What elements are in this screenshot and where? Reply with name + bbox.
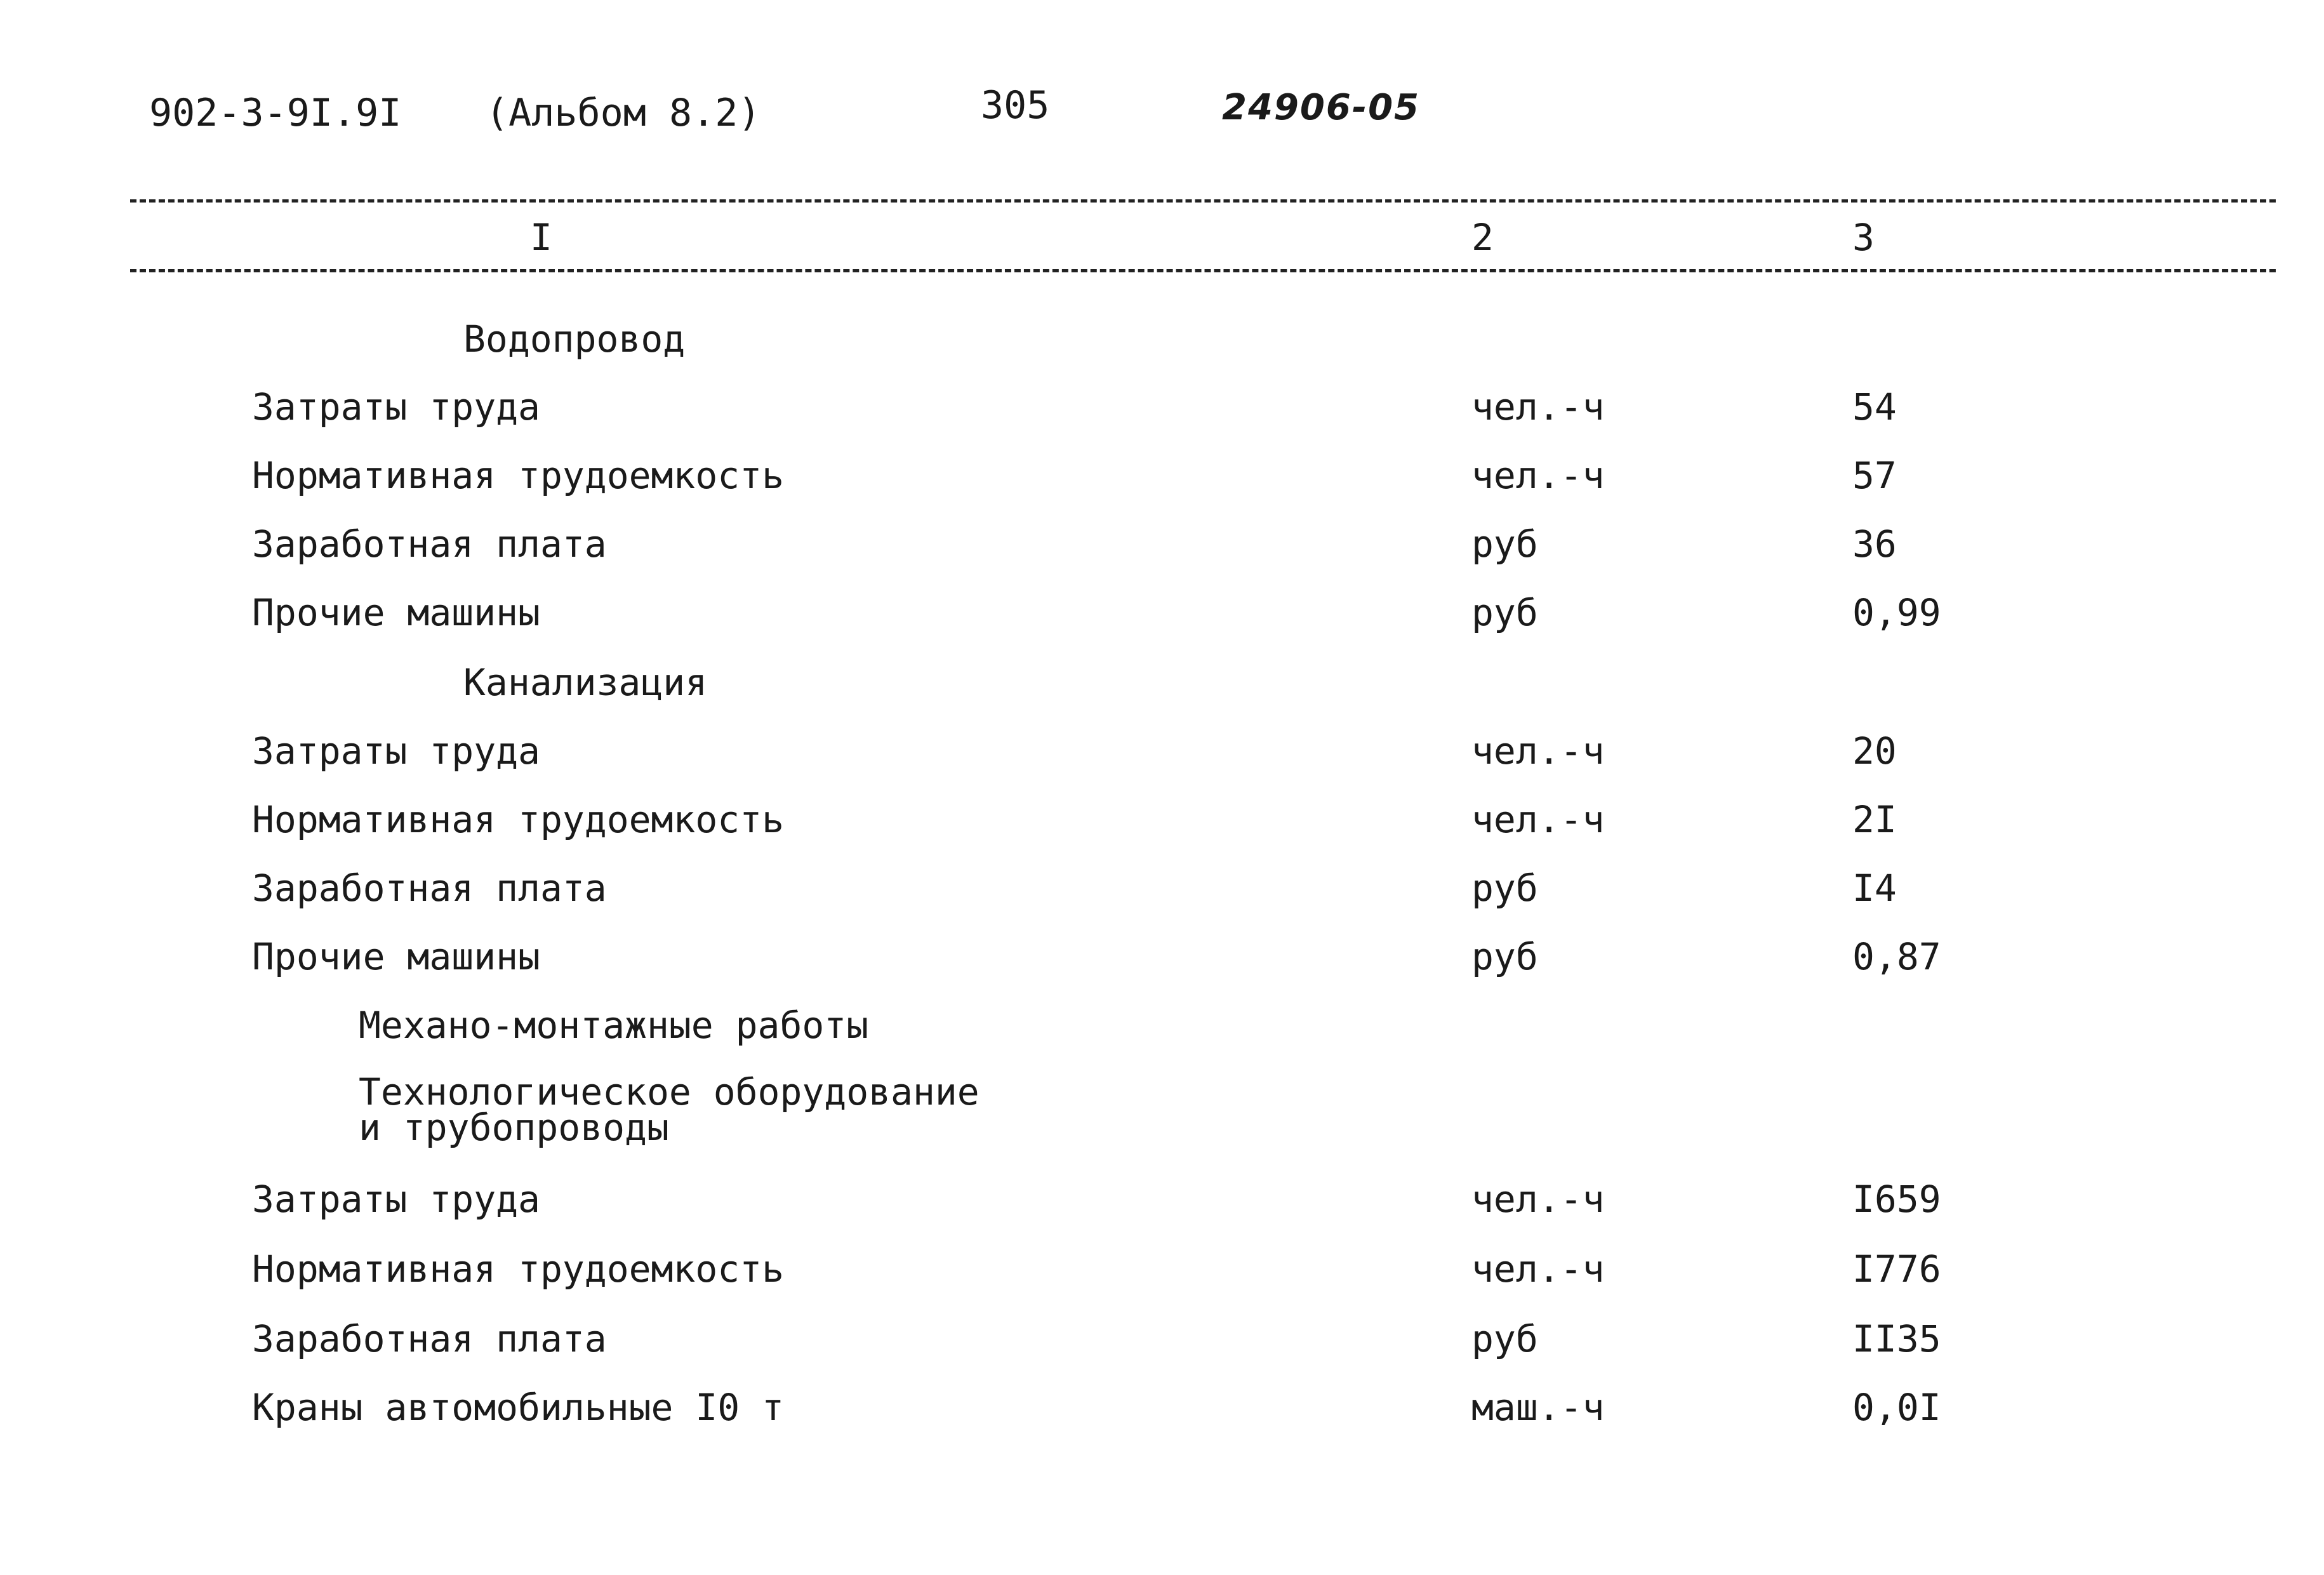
row-label: Заработная плата — [252, 1317, 607, 1360]
row-label: Заработная плата — [252, 522, 607, 566]
row-unit: чел.-ч — [1471, 1247, 1605, 1291]
album-label: (Альбом 8.2) — [486, 91, 761, 135]
section-heading-mechanical: Механо-монтажные работы — [359, 1004, 869, 1047]
row-value: 57 — [1852, 454, 1897, 497]
row-label: Прочие машины — [252, 591, 540, 634]
row-label: Заработная плата — [252, 867, 607, 910]
row-value: 0,0I — [1852, 1386, 1941, 1429]
row-unit: чел.-ч — [1471, 385, 1605, 429]
row-value: 0,87 — [1852, 935, 1941, 978]
row-unit: руб — [1471, 522, 1538, 566]
row-value: 54 — [1852, 385, 1897, 429]
row-unit: маш.-ч — [1471, 1386, 1605, 1429]
row-unit: чел.-ч — [1471, 729, 1605, 773]
row-unit: чел.-ч — [1471, 1178, 1605, 1221]
top-dashed-rule — [130, 199, 2276, 203]
row-label: Нормативная трудоемкость — [252, 454, 785, 497]
row-unit: руб — [1471, 591, 1538, 634]
page-number: 305 — [981, 83, 1050, 128]
row-value: 20 — [1852, 729, 1897, 773]
column-header-1: I — [530, 216, 552, 259]
row-unit: руб — [1471, 867, 1538, 910]
row-unit: чел.-ч — [1471, 798, 1605, 841]
handwritten-note: 24906-05 — [1222, 87, 1420, 128]
row-value: I659 — [1852, 1178, 1941, 1221]
row-label: Затраты труда — [252, 1178, 540, 1221]
row-unit: руб — [1471, 1317, 1538, 1360]
bottom-dashed-rule — [130, 269, 2276, 272]
row-unit: руб — [1471, 935, 1538, 978]
section-heading-water: Водопровод — [463, 317, 686, 361]
row-value: I4 — [1852, 867, 1897, 910]
row-value: 0,99 — [1852, 591, 1941, 634]
document-code: 902-3-9I.9I — [149, 91, 402, 135]
row-label: Нормативная трудоемкость — [252, 798, 785, 841]
row-label: Краны автомобильные I0 т — [252, 1386, 785, 1429]
subsection-heading-equipment: Технологическое оборудование и трубопроводы — [359, 1070, 979, 1149]
row-value: I776 — [1852, 1247, 1941, 1291]
row-label: Затраты труда — [252, 385, 540, 429]
row-label: Нормативная трудоемкость — [252, 1247, 785, 1291]
section-heading-sewerage: Канализация — [463, 661, 708, 704]
column-header-3: 3 — [1852, 216, 1875, 259]
column-header-2: 2 — [1471, 216, 1494, 259]
row-label: Затраты труда — [252, 729, 540, 773]
row-value: II35 — [1852, 1317, 1941, 1360]
row-value: 36 — [1852, 522, 1897, 566]
row-value: 2I — [1852, 798, 1897, 841]
row-unit: чел.-ч — [1471, 454, 1605, 497]
row-label: Прочие машины — [252, 935, 540, 978]
